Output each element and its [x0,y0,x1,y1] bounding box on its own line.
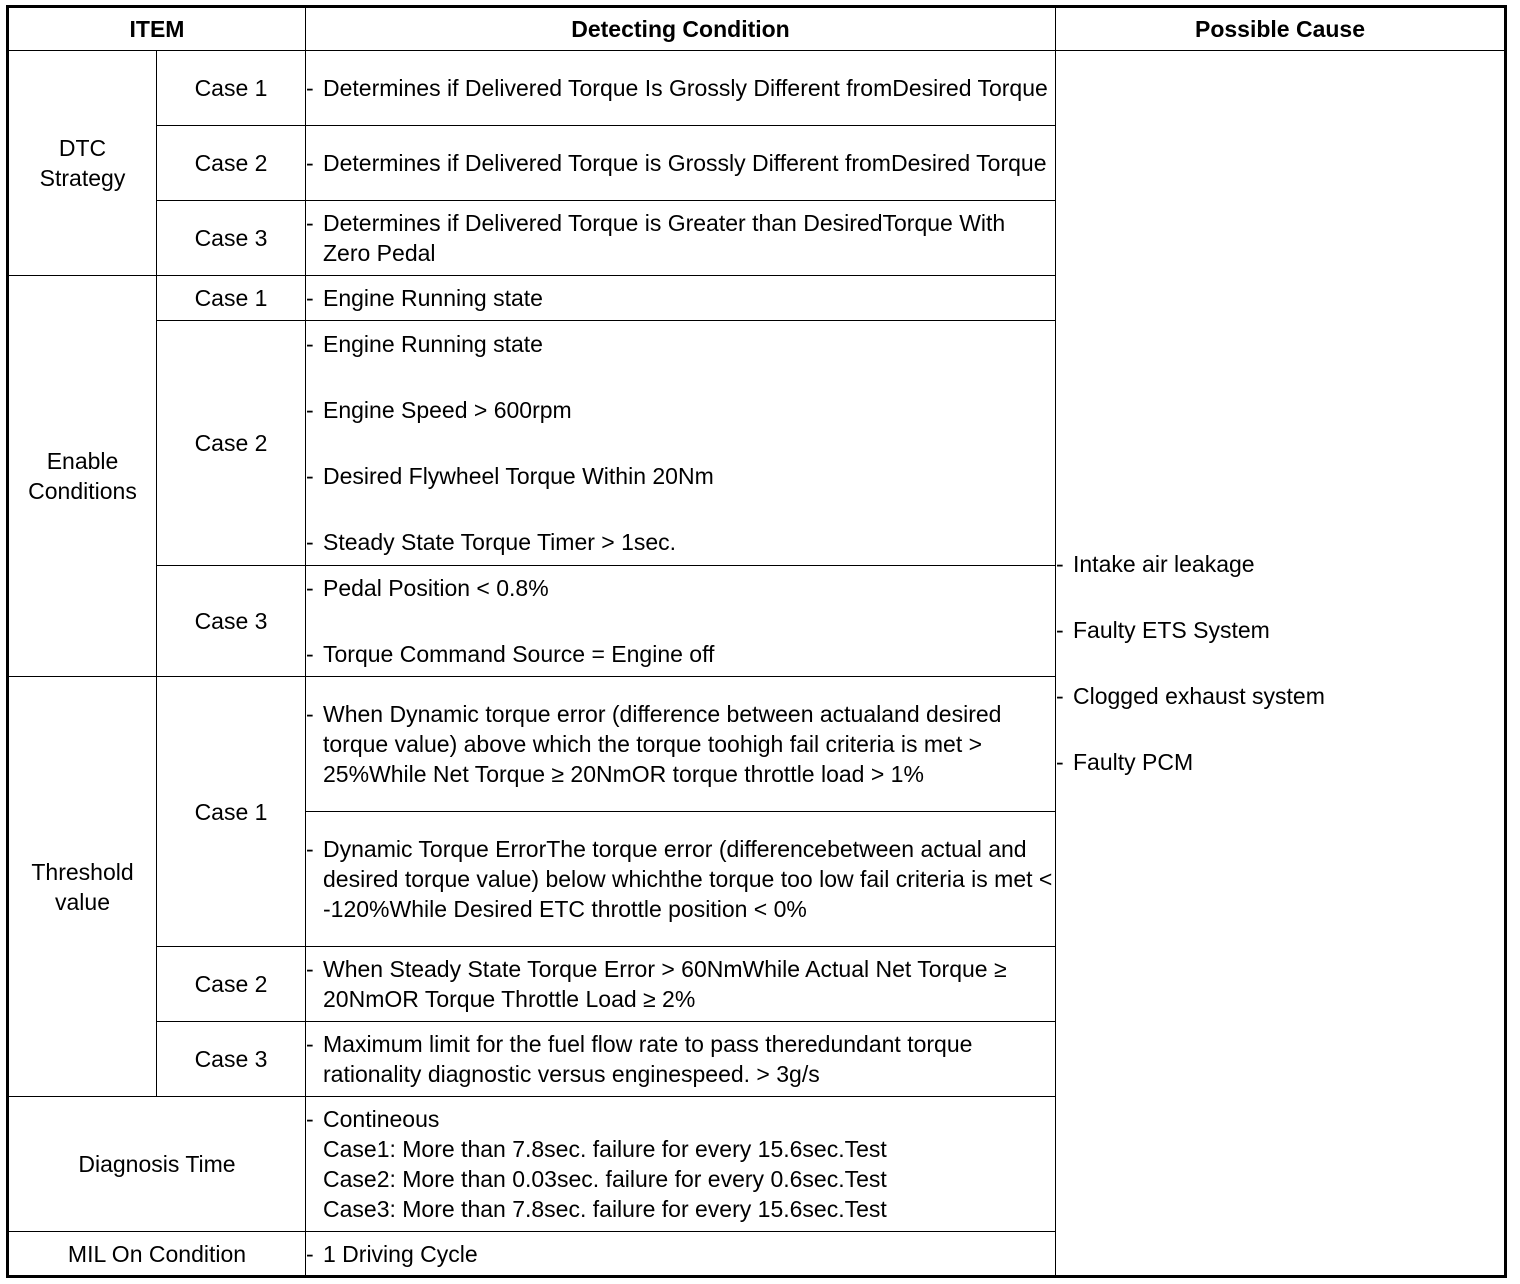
threshold-case2-condition: - When Steady State Torque Error > 60NmWhile Actual Net Torque ≥ 20NmOR Torque Throttle Load ≥ 2% [306,947,1056,1022]
enable-case1-label: Case 1 [157,276,306,321]
enable-case1-condition: - Engine Running state [306,276,1056,321]
threshold-case1-condition-b: - Dynamic Torque ErrorThe torque error (differencebetween actual and desired torque value) below whichthe torque too low fail criteria is met < -120%While Desired ETC throttle position < 0% [306,812,1056,947]
threshold-case3-condition: - Maximum limit for the fuel flow rate to pass theredundant torque rationality diagnostic versus enginespeed. > 3g/s [306,1022,1056,1097]
threshold-case2-label: Case 2 [157,947,306,1022]
header-possible-cause: Possible Cause [1056,7,1506,51]
diagnostic-spec-table [6,5,1507,1278]
header-detecting-condition: Detecting Condition [306,7,1056,51]
dtc-case2-condition: - Determines if Delivered Torque is Grossly Different fromDesired Torque [306,126,1056,201]
enable-case2-condition: - Engine Running state - Engine Speed > 600rpm - Desired Flywheel Torque Within 20Nm - Steady State Torque Timer > 1sec. [306,321,1056,566]
threshold-case1-condition-a: - When Dynamic torque error (difference between actualand desired torque value) above which the torque toohigh fail criteria is met > 25%While Net Torque ≥ 20NmOR torque throttle load > 1% [306,677,1056,812]
dtc-case1-label: Case 1 [157,51,306,126]
mil-on-condition-value: - 1 Driving Cycle [306,1232,1056,1277]
enable-case2-label: Case 2 [157,321,306,566]
threshold-value-label: Threshold value [8,677,157,1097]
list-item: - Faulty PCM [1056,749,1194,775]
enable-conditions-label: Enable Conditions [8,276,157,677]
dtc-case3-label: Case 3 [157,201,306,276]
list-item: - Clogged exhaust system [1056,683,1325,709]
list-item: - Intake air leakage [1056,551,1255,577]
dtc-strategy-label: DTC Strategy [8,51,157,276]
diagnosis-time-label: Diagnosis Time [8,1097,306,1232]
enable-case3-label: Case 3 [157,566,306,677]
header-item: ITEM [8,7,306,51]
diagnosis-time-condition: - Contineous Case1: More than 7.8sec. failure for every 15.6sec.Test Case2: More than 0.03sec. failure for every 0.6sec.Test Case3: More than 7.8sec. failure for every 15.6sec.Test [306,1097,1056,1232]
list-item: - Faulty ETS System [1056,617,1270,643]
threshold-case3-label: Case 3 [157,1022,306,1097]
possible-cause-cell [1056,51,1506,1277]
header-row [8,7,1506,51]
table-row [8,51,1506,126]
dtc-case2-label: Case 2 [157,126,306,201]
dtc-case1-condition: - Determines if Delivered Torque Is Grossly Different fromDesired Torque [306,51,1056,126]
diagnostic-table-container [6,5,1507,1278]
dtc-case3-condition: - Determines if Delivered Torque is Greater than DesiredTorque With Zero Pedal [306,201,1056,276]
mil-on-condition-label: MIL On Condition [8,1232,306,1277]
threshold-case1-label: Case 1 [157,677,306,947]
bullet-dash: - [306,75,314,101]
enable-case3-condition: - Pedal Position < 0.8% - Torque Command Source = Engine off [306,566,1056,677]
